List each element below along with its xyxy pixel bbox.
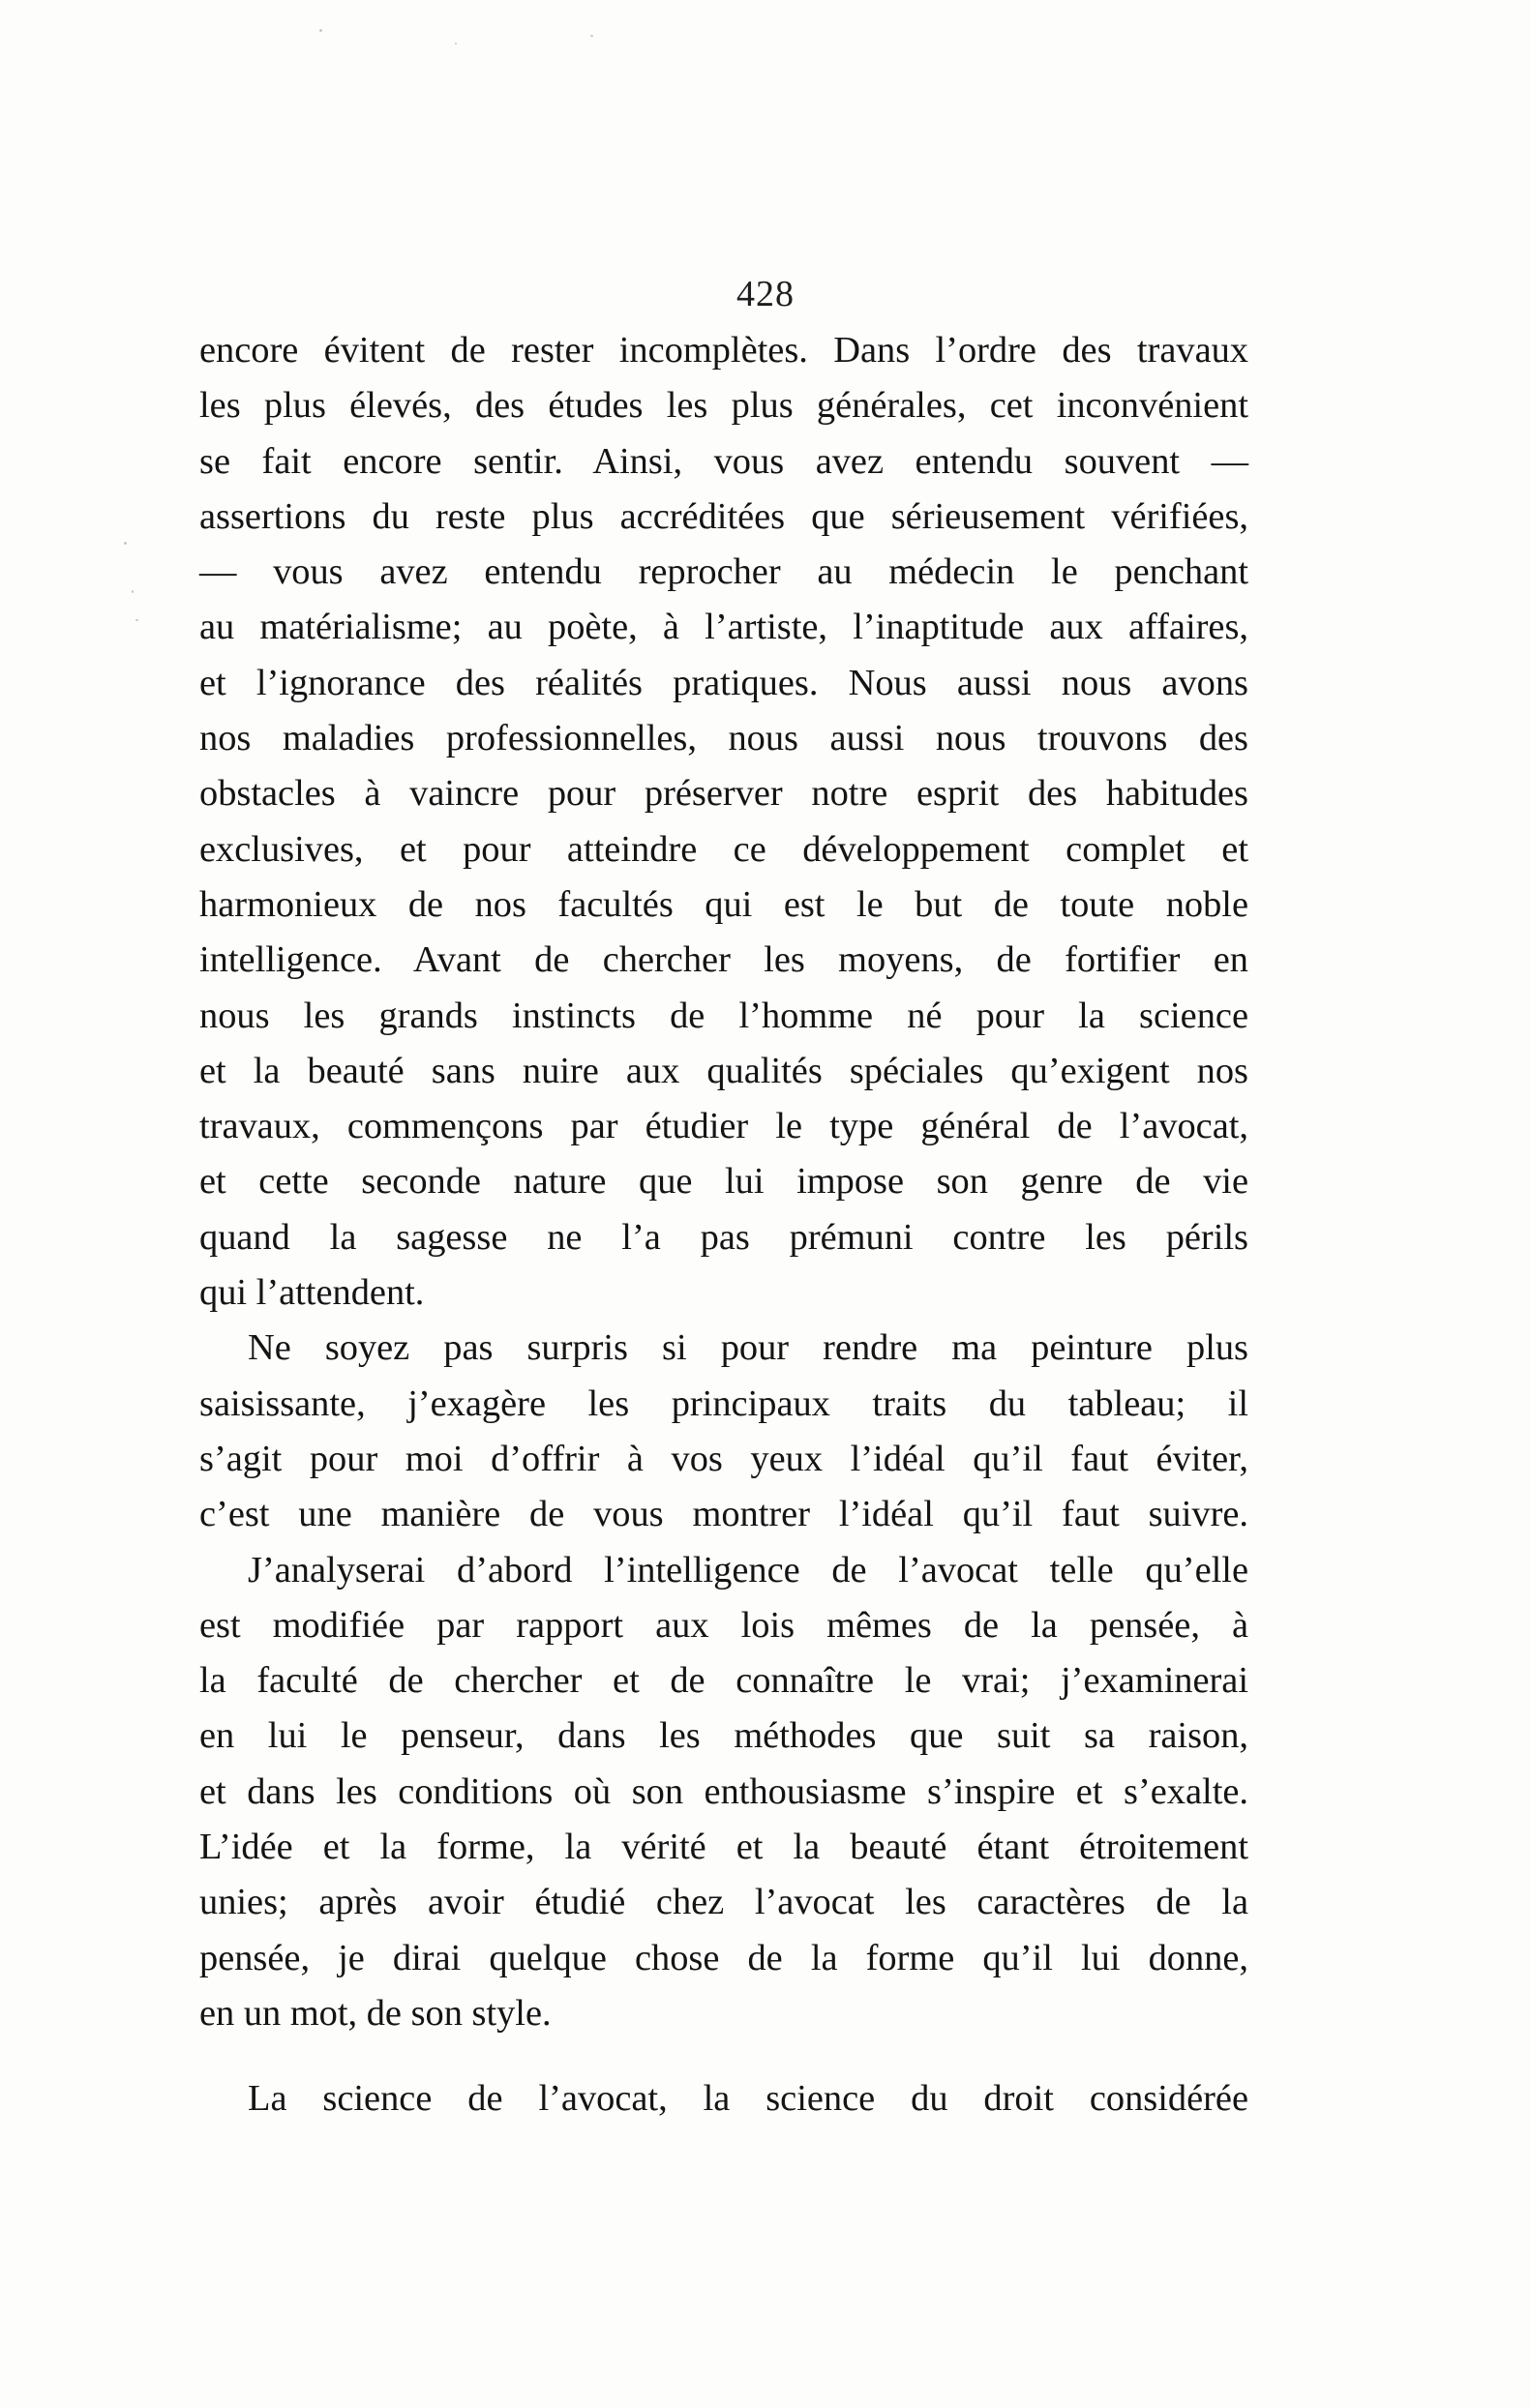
text-line: en un mot, de son style. [199,1992,552,2034]
text-line: saisissante, j’exagère les principaux traits du tableau; il [199,1382,1248,1424]
text-line: — vous avez entendu reprocher au médecin le penchant [199,551,1248,593]
paper-speck [455,43,457,45]
text-line: unies; après avoir étudié chez l’avocat les caractères de la [199,1882,1248,1923]
text-line: les plus élevés, des études les plus générales, cet inconvénient [199,385,1248,427]
text-line: travaux, commençons par étudier le type général de l’avocat, [199,1106,1248,1147]
text-line: et l’ignorance des réalités pratiques. Nous aussi nous avons [199,662,1248,703]
text-line: encore évitent de rester incomplètes. Dans l’ordre des travaux [199,330,1248,371]
text-line: s’agit pour moi d’offrir à vos yeux l’idéal qu’il faut éviter, [199,1438,1248,1479]
text-line: nos maladies professionnelles, nous aussi nous trouvons des [199,718,1248,759]
paper-speck [124,542,127,545]
page-number: 428 [736,274,795,314]
body-text [199,323,1248,2127]
paper-speck [319,29,322,32]
text-line: se fait encore sentir. Ainsi, vous avez entendu souvent — [199,440,1248,482]
text-line: et cette seconde nature que lui impose son genre de vie [199,1161,1248,1203]
text-line: est modifiée par rapport aux lois mêmes de la pensée, à [199,1604,1248,1646]
text-line: obstacles à vaincre pour préserver notre esprit des habitudes [199,773,1248,815]
text-line: et dans les conditions où son enthousiasme s’inspire et s’exalte. [199,1770,1248,1812]
text-line: en lui le penseur, dans les méthodes que suit sa raison, [199,1715,1248,1757]
paper-speck [132,590,134,593]
text-line: Ne soyez pas surpris si pour rendre ma peinture plus [248,1327,1248,1369]
paragraph [199,1543,1248,2042]
text-line: pensée, je dirai quelque chose de la forme qu’il lui donne, [199,1937,1248,1978]
text-line: L’idée et la forme, la vérité et la beauté étant étroitement [199,1827,1248,1868]
text-line: intelligence. Avant de chercher les moyens, de fortifier en [199,939,1248,981]
paragraph [199,323,1248,1321]
paragraph [199,1321,1248,1542]
paper-speck [590,35,593,37]
text-line: et la beauté sans nuire aux qualités spéciales qu’exigent nos [199,1050,1248,1091]
text-line: J’analyserai d’abord l’intelligence de l’avocat telle qu’elle [248,1549,1248,1590]
text-line: harmonieux de nos facultés qui est le but de toute noble [199,883,1248,925]
text-line: La science de l’avocat, la science du droit considérée [248,2078,1248,2120]
text-line: la faculté de chercher et de connaître le vrai; j’examinerai [199,1660,1248,1702]
paragraph [199,2071,1248,2126]
text-line: qui l’attendent. [199,1272,425,1314]
text-line: quand la sagesse ne l’a pas prémuni contre les périls [199,1216,1248,1258]
text-line: au matérialisme; au poète, à l’artiste, l’inaptitude aux affaires, [199,607,1248,648]
text-line: exclusives, et pour atteindre ce développement complet et [199,828,1248,870]
paper-speck [135,619,138,621]
text-line: assertions du reste plus accréditées que sérieusement vérifiées, [199,495,1248,537]
text-line: c’est une manière de vous montrer l’idéal qu’il faut suivre. [199,1494,1248,1535]
text-line: nous les grands instincts de l’homme né pour la science [199,995,1248,1036]
